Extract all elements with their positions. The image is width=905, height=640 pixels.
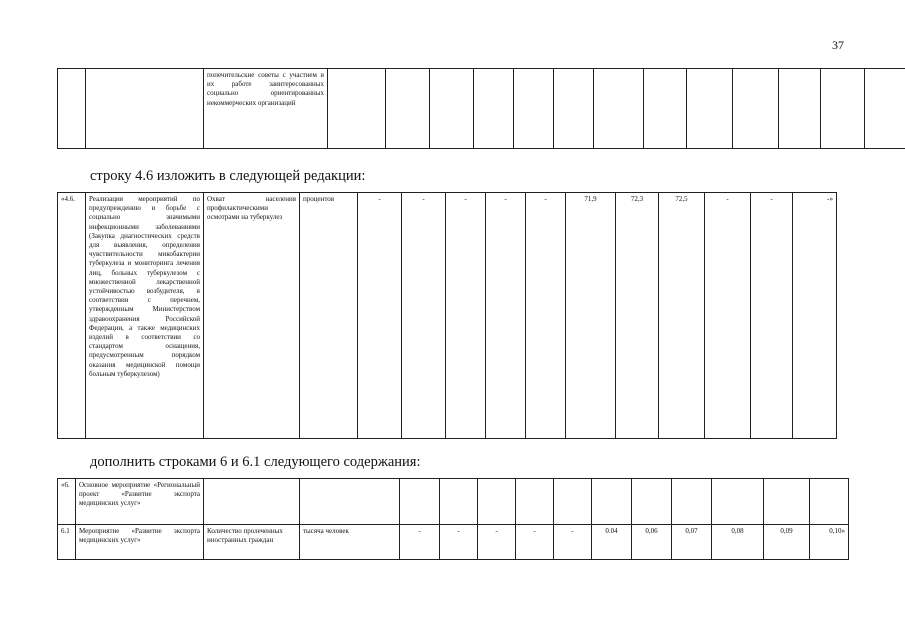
cell-value: 72,3 [616,193,659,439]
cell-value: - [446,193,486,439]
cell-value: - [440,525,478,560]
cell-value: 72,5 [659,193,705,439]
cell-value: 0,06 [632,525,672,560]
cell-value: 0.04 [592,525,632,560]
cell-value: 0,10» [810,525,849,560]
cell-value: - [486,193,526,439]
cell-number: «6. [58,479,76,525]
cell-number: «4.6. [58,193,86,439]
cell-value: 0,09 [764,525,810,560]
cell-value: - [705,193,751,439]
cell-value: - [478,525,516,560]
table-row [58,193,905,439]
cell-indicator: Количество пролеченных иностранных граждан [204,525,300,560]
table-row [58,69,905,149]
cell-value: - [751,193,793,439]
cell-indicator: попечительские советы с участием в их работе заинтересованных социально ориентированных некоммерческих организаций [204,69,328,149]
cell-indicator: Охват населения профилактическими осмотрами на туберкулез [204,193,300,439]
cell-number: 6.1 [58,525,76,560]
heading-row-46: строку 4.6 изложить в следующей редакции: [90,168,366,184]
table-continuation [57,68,905,149]
cell-value: - [358,193,402,439]
cell-event: Основное мероприятие «Региональный проект «Развитие экспорта медицинских услуг» [76,479,204,525]
cell-value: - [400,525,440,560]
cell-event: Реализация мероприятий по предупреждению и борьбе с социально значимыми инфекционными заболеваниями (Закупка диагностических средств для выявления, определения чувствительности микобактерии туберкулеза и мониторинга лечения лиц, больных туберкулезом с множественной лекарственной устойчивостью возбудителя, в соответствии с перечнем, утвержденным Министерством здравоохранения Российской Федерации, а также медицинских изделий в соответствии со стандартом оснащения, предусмотренным порядком оказания медицинской помощи больным туберкулезом) [86,193,204,439]
cell-value: - [402,193,446,439]
cell-value: - [516,525,554,560]
cell-value: - [526,193,566,439]
cell-event: Мероприятие «Развитие экспорта медицинских услуг» [76,525,204,560]
cell-value: 0,08 [712,525,764,560]
cell-value: - [554,525,592,560]
table-row-46 [57,192,905,439]
cell-value: 0,07 [672,525,712,560]
table-rows-6 [57,478,849,560]
heading-rows-6: дополнить строками 6 и 6.1 следующего содержания: [90,454,421,470]
cell-unit: тысяча человек [300,525,400,560]
cell-unit: процентов [300,193,358,439]
page-number: 37 [832,38,844,52]
table-row [58,479,849,525]
cell-value: -» [793,193,837,439]
table-row [58,525,849,560]
cell-value: 71,9 [566,193,616,439]
